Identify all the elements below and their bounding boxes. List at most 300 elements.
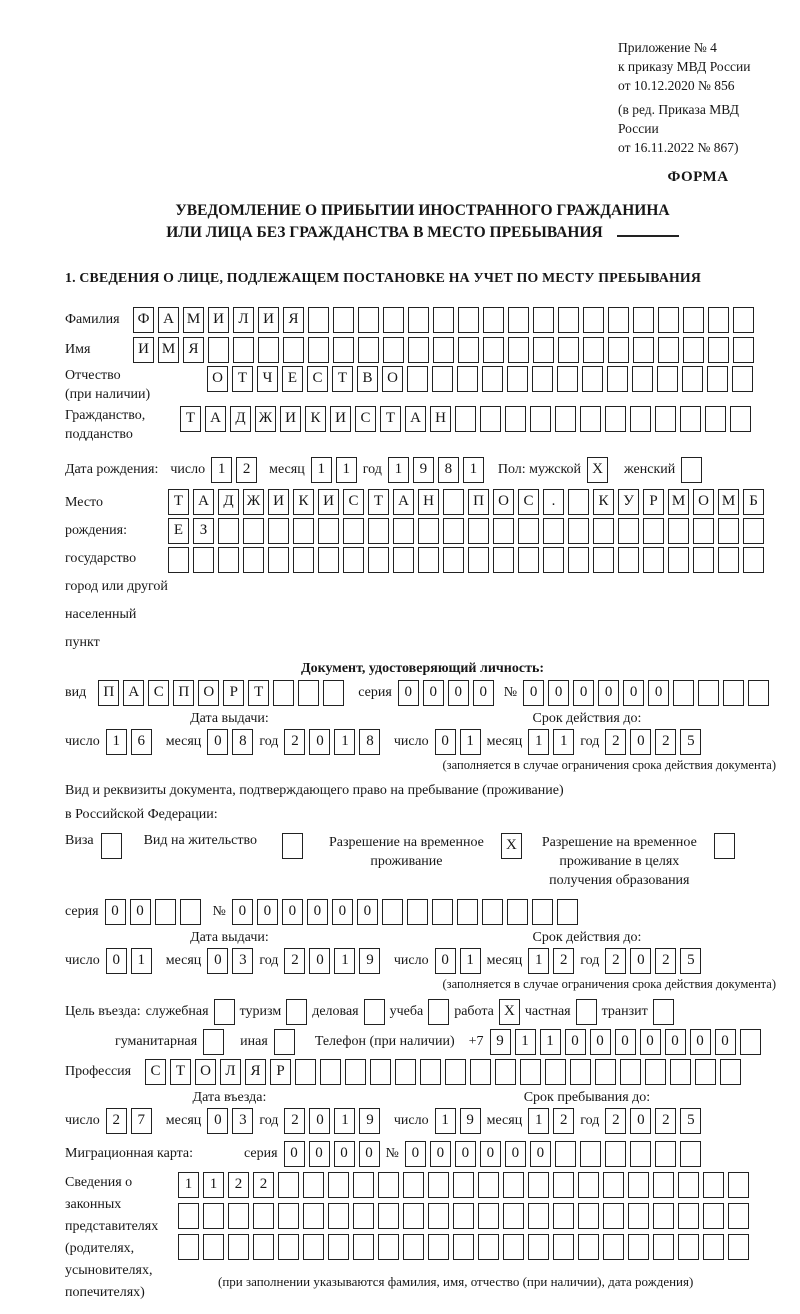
char-cell-empty[interactable] [628,1234,649,1260]
char-cell-empty[interactable] [278,1203,299,1229]
char-cell-empty[interactable] [303,1234,324,1260]
char-cell-filled[interactable]: 1 [388,457,409,483]
char-cell-empty[interactable] [295,1059,316,1085]
char-cell-empty[interactable] [383,307,404,333]
char-cell-empty[interactable] [703,1234,724,1260]
char-cell-filled[interactable]: М [183,307,204,333]
char-cell-empty[interactable] [218,518,239,544]
char-cell-filled[interactable]: 0 [334,1141,355,1167]
char-cell-filled[interactable]: А [123,680,144,706]
char-cell-empty[interactable] [703,1203,724,1229]
char-cell-empty[interactable] [732,366,753,392]
char-cell-empty[interactable] [593,518,614,544]
char-cell-filled[interactable]: 0 [448,680,469,706]
char-cell-empty[interactable] [214,999,235,1025]
char-cell-empty[interactable] [643,518,664,544]
char-cell-empty[interactable] [678,1234,699,1260]
char-cell-filled[interactable]: И [133,337,154,363]
char-cell-empty[interactable] [733,337,754,363]
char-cell-empty[interactable] [628,1172,649,1198]
char-cell-filled[interactable]: А [193,489,214,515]
char-cell-empty[interactable] [323,680,344,706]
char-cell-empty[interactable] [495,1059,516,1085]
char-cell-empty[interactable] [508,337,529,363]
char-cell-empty[interactable] [608,307,629,333]
char-cell-empty[interactable] [583,337,604,363]
char-cell-filled[interactable]: Ч [257,366,278,392]
char-cell-filled[interactable]: 0 [405,1141,426,1167]
char-cell-empty[interactable] [608,337,629,363]
char-cell-filled[interactable]: 1 [106,729,127,755]
char-cell-empty[interactable] [370,1059,391,1085]
char-cell-empty[interactable] [705,406,726,432]
char-cell-filled[interactable]: 0 [615,1029,636,1055]
char-cell-empty[interactable] [345,1059,366,1085]
char-cell-empty[interactable] [708,337,729,363]
char-cell-filled[interactable]: 0 [690,1029,711,1055]
char-cell-empty[interactable] [428,1234,449,1260]
char-cell-empty[interactable] [308,307,329,333]
char-cell-empty[interactable] [543,518,564,544]
char-cell-filled[interactable]: 2 [605,948,626,974]
char-cell-filled[interactable]: 3 [232,948,253,974]
char-cell-empty[interactable] [378,1234,399,1260]
char-cell-empty[interactable] [432,366,453,392]
char-cell-empty[interactable] [253,1234,274,1260]
char-cell-empty[interactable] [518,518,539,544]
char-cell-filled[interactable]: 0 [630,948,651,974]
char-cell-filled[interactable]: 2 [228,1172,249,1198]
char-cell-empty[interactable] [343,547,364,573]
char-cell-empty[interactable] [478,1234,499,1260]
char-cell-filled[interactable]: 2 [284,729,305,755]
char-cell-filled[interactable]: 0 [455,1141,476,1167]
char-cell-empty[interactable] [693,547,714,573]
char-cell-filled[interactable]: Е [282,366,303,392]
char-cell-filled[interactable]: К [593,489,614,515]
char-cell-filled[interactable]: X [501,833,522,859]
char-cell-empty[interactable] [293,547,314,573]
char-cell-empty[interactable] [353,1172,374,1198]
char-cell-empty[interactable] [583,307,604,333]
char-cell-empty[interactable] [718,547,739,573]
char-cell-empty[interactable] [680,406,701,432]
char-cell-filled[interactable]: Т [248,680,269,706]
char-cell-empty[interactable] [633,337,654,363]
char-cell-empty[interactable] [633,307,654,333]
char-cell-filled[interactable]: 2 [605,1108,626,1134]
char-cell-empty[interactable] [320,1059,341,1085]
char-cell-empty[interactable] [432,899,453,925]
char-cell-empty[interactable] [457,899,478,925]
char-cell-empty[interactable] [673,680,694,706]
char-cell-filled[interactable]: О [493,489,514,515]
char-cell-empty[interactable] [593,547,614,573]
char-cell-filled[interactable]: 3 [232,1108,253,1134]
char-cell-filled[interactable]: 2 [253,1172,274,1198]
char-cell-empty[interactable] [578,1234,599,1260]
char-cell-empty[interactable] [178,1203,199,1229]
char-cell-filled[interactable]: Т [232,366,253,392]
char-cell-empty[interactable] [303,1203,324,1229]
char-cell-empty[interactable] [382,899,403,925]
char-cell-empty[interactable] [728,1234,749,1260]
char-cell-empty[interactable] [693,518,714,544]
char-cell-empty[interactable] [653,999,674,1025]
char-cell-filled[interactable]: 2 [605,729,626,755]
char-cell-filled[interactable]: С [343,489,364,515]
char-cell-empty[interactable] [368,518,389,544]
char-cell-filled[interactable]: 0 [309,948,330,974]
char-cell-empty[interactable] [580,406,601,432]
char-cell-empty[interactable] [530,406,551,432]
char-cell-empty[interactable] [333,307,354,333]
char-cell-empty[interactable] [508,307,529,333]
char-cell-filled[interactable]: И [280,406,301,432]
char-cell-empty[interactable] [507,899,528,925]
char-cell-empty[interactable] [278,1234,299,1260]
char-cell-empty[interactable] [733,307,754,333]
char-cell-empty[interactable] [468,547,489,573]
char-cell-empty[interactable] [180,899,201,925]
char-cell-filled[interactable]: С [148,680,169,706]
char-cell-empty[interactable] [228,1203,249,1229]
char-cell-empty[interactable] [730,406,751,432]
char-cell-empty[interactable] [714,833,735,859]
char-cell-empty[interactable] [286,999,307,1025]
char-cell-empty[interactable] [318,547,339,573]
char-cell-empty[interactable] [658,307,679,333]
char-cell-filled[interactable]: Я [283,307,304,333]
char-cell-empty[interactable] [505,406,526,432]
char-cell-empty[interactable] [533,337,554,363]
char-cell-empty[interactable] [678,1172,699,1198]
char-cell-filled[interactable]: 8 [232,729,253,755]
char-cell-empty[interactable] [718,518,739,544]
char-cell-empty[interactable] [458,337,479,363]
char-cell-empty[interactable] [723,680,744,706]
char-cell-filled[interactable]: 5 [680,948,701,974]
char-cell-filled[interactable]: 0 [565,1029,586,1055]
char-cell-filled[interactable]: О [693,489,714,515]
char-cell-empty[interactable] [343,518,364,544]
char-cell-empty[interactable] [278,1172,299,1198]
char-cell-empty[interactable] [528,1203,549,1229]
char-cell-filled[interactable]: И [208,307,229,333]
char-cell-filled[interactable]: О [382,366,403,392]
char-cell-filled[interactable]: А [405,406,426,432]
char-cell-filled[interactable]: А [158,307,179,333]
char-cell-filled[interactable]: Т [332,366,353,392]
char-cell-empty[interactable] [695,1059,716,1085]
char-cell-empty[interactable] [576,999,597,1025]
char-cell-empty[interactable] [303,1172,324,1198]
char-cell-empty[interactable] [493,547,514,573]
char-cell-filled[interactable]: 2 [106,1108,127,1134]
char-cell-empty[interactable] [353,1203,374,1229]
char-cell-empty[interactable] [557,899,578,925]
char-cell-empty[interactable] [603,1172,624,1198]
char-cell-filled[interactable]: 0 [530,1141,551,1167]
char-cell-filled[interactable]: З [193,518,214,544]
char-cell-empty[interactable] [268,547,289,573]
char-cell-empty[interactable] [453,1172,474,1198]
char-cell-filled[interactable]: 2 [284,948,305,974]
char-cell-empty[interactable] [328,1172,349,1198]
char-cell-empty[interactable] [403,1172,424,1198]
char-cell-filled[interactable]: 0 [282,899,303,925]
char-cell-filled[interactable]: 1 [528,1108,549,1134]
char-cell-empty[interactable] [378,1172,399,1198]
char-cell-empty[interactable] [503,1203,524,1229]
char-cell-filled[interactable]: 1 [131,948,152,974]
char-cell-empty[interactable] [453,1203,474,1229]
char-cell-empty[interactable] [457,366,478,392]
char-cell-filled[interactable]: 1 [211,457,232,483]
char-cell-empty[interactable] [528,1234,549,1260]
char-cell-empty[interactable] [482,366,503,392]
char-cell-filled[interactable]: 0 [435,948,456,974]
char-cell-empty[interactable] [470,1059,491,1085]
char-cell-empty[interactable] [333,337,354,363]
char-cell-filled[interactable]: Р [223,680,244,706]
char-cell-filled[interactable]: 1 [463,457,484,483]
char-cell-filled[interactable]: 0 [309,1108,330,1134]
char-cell-empty[interactable] [645,1059,666,1085]
char-cell-empty[interactable] [680,1141,701,1167]
char-cell-empty[interactable] [605,406,626,432]
char-cell-empty[interactable] [555,406,576,432]
char-cell-empty[interactable] [520,1059,541,1085]
char-cell-empty[interactable] [670,1059,691,1085]
char-cell-filled[interactable]: Р [270,1059,291,1085]
char-cell-empty[interactable] [483,337,504,363]
char-cell-empty[interactable] [555,1141,576,1167]
char-cell-empty[interactable] [101,833,122,859]
char-cell-empty[interactable] [395,1059,416,1085]
char-cell-empty[interactable] [618,518,639,544]
char-cell-filled[interactable]: 0 [640,1029,661,1055]
char-cell-filled[interactable]: 0 [284,1141,305,1167]
char-cell-filled[interactable]: С [307,366,328,392]
char-cell-filled[interactable]: 0 [130,899,151,925]
char-cell-empty[interactable] [748,680,769,706]
char-cell-filled[interactable]: А [393,489,414,515]
char-cell-filled[interactable]: Я [245,1059,266,1085]
char-cell-empty[interactable] [458,307,479,333]
char-cell-empty[interactable] [703,1172,724,1198]
char-cell-filled[interactable]: 6 [131,729,152,755]
char-cell-empty[interactable] [328,1203,349,1229]
char-cell-empty[interactable] [595,1059,616,1085]
char-cell-filled[interactable]: 0 [357,899,378,925]
char-cell-empty[interactable] [268,518,289,544]
char-cell-filled[interactable]: О [207,366,228,392]
char-cell-empty[interactable] [655,406,676,432]
char-cell-empty[interactable] [393,547,414,573]
char-cell-empty[interactable] [393,518,414,544]
char-cell-filled[interactable]: М [718,489,739,515]
char-cell-empty[interactable] [743,518,764,544]
char-cell-filled[interactable]: 9 [359,1108,380,1134]
char-cell-filled[interactable]: Б [743,489,764,515]
char-cell-filled[interactable]: 1 [178,1172,199,1198]
char-cell-empty[interactable] [428,1172,449,1198]
char-cell-filled[interactable]: 0 [715,1029,736,1055]
char-cell-empty[interactable] [528,1172,549,1198]
char-cell-empty[interactable] [407,899,428,925]
char-cell-empty[interactable] [653,1172,674,1198]
char-cell-filled[interactable]: 1 [435,1108,456,1134]
char-cell-filled[interactable]: Ж [243,489,264,515]
char-cell-empty[interactable] [578,1203,599,1229]
char-cell-filled[interactable]: Н [430,406,451,432]
char-cell-filled[interactable]: 9 [359,948,380,974]
char-cell-filled[interactable]: П [173,680,194,706]
char-cell-empty[interactable] [258,337,279,363]
char-cell-filled[interactable]: 0 [573,680,594,706]
char-cell-filled[interactable]: 9 [460,1108,481,1134]
char-cell-empty[interactable] [653,1203,674,1229]
char-cell-filled[interactable]: Л [220,1059,241,1085]
char-cell-empty[interactable] [643,547,664,573]
char-cell-filled[interactable]: 2 [655,948,676,974]
char-cell-empty[interactable] [698,680,719,706]
char-cell-empty[interactable] [203,1234,224,1260]
char-cell-empty[interactable] [243,547,264,573]
char-cell-filled[interactable]: 0 [623,680,644,706]
char-cell-filled[interactable]: 0 [630,729,651,755]
char-cell-empty[interactable] [418,518,439,544]
char-cell-empty[interactable] [683,307,704,333]
char-cell-empty[interactable] [298,680,319,706]
char-cell-empty[interactable] [682,366,703,392]
char-cell-empty[interactable] [443,489,464,515]
char-cell-filled[interactable]: 1 [460,948,481,974]
char-cell-filled[interactable]: 1 [528,948,549,974]
char-cell-empty[interactable] [168,547,189,573]
char-cell-empty[interactable] [378,1203,399,1229]
char-cell-empty[interactable] [728,1203,749,1229]
char-cell-empty[interactable] [707,366,728,392]
char-cell-empty[interactable] [532,366,553,392]
char-cell-filled[interactable]: 2 [655,729,676,755]
char-cell-filled[interactable]: Д [218,489,239,515]
char-cell-empty[interactable] [403,1234,424,1260]
char-cell-empty[interactable] [668,518,689,544]
char-cell-filled[interactable]: X [587,457,608,483]
char-cell-empty[interactable] [480,406,501,432]
char-cell-empty[interactable] [403,1203,424,1229]
char-cell-empty[interactable] [478,1203,499,1229]
char-cell-filled[interactable]: 0 [307,899,328,925]
char-cell-filled[interactable]: Т [380,406,401,432]
char-cell-filled[interactable]: 0 [630,1108,651,1134]
char-cell-filled[interactable]: 0 [207,729,228,755]
char-cell-filled[interactable]: 0 [398,680,419,706]
char-cell-filled[interactable]: 0 [106,948,127,974]
char-cell-filled[interactable]: 0 [648,680,669,706]
char-cell-filled[interactable]: 0 [430,1141,451,1167]
char-cell-empty[interactable] [605,1141,626,1167]
char-cell-empty[interactable] [358,337,379,363]
char-cell-empty[interactable] [408,337,429,363]
char-cell-filled[interactable]: 0 [232,899,253,925]
char-cell-empty[interactable] [178,1234,199,1260]
char-cell-filled[interactable]: 0 [257,899,278,925]
char-cell-filled[interactable]: 2 [284,1108,305,1134]
char-cell-filled[interactable]: 1 [540,1029,561,1055]
char-cell-empty[interactable] [218,547,239,573]
char-cell-empty[interactable] [368,547,389,573]
char-cell-empty[interactable] [364,999,385,1025]
char-cell-empty[interactable] [578,1172,599,1198]
char-cell-filled[interactable]: 1 [334,729,355,755]
char-cell-empty[interactable] [683,337,704,363]
char-cell-filled[interactable]: Т [180,406,201,432]
char-cell-filled[interactable]: 1 [203,1172,224,1198]
char-cell-filled[interactable]: 1 [528,729,549,755]
char-cell-filled[interactable]: 0 [332,899,353,925]
char-cell-filled[interactable]: 7 [131,1108,152,1134]
char-cell-filled[interactable]: 1 [311,457,332,483]
char-cell-empty[interactable] [681,457,702,483]
char-cell-empty[interactable] [418,547,439,573]
char-cell-filled[interactable]: С [355,406,376,432]
char-cell-empty[interactable] [443,518,464,544]
char-cell-filled[interactable]: 1 [460,729,481,755]
char-cell-filled[interactable]: X [499,999,520,1025]
char-cell-empty[interactable] [293,518,314,544]
char-cell-empty[interactable] [445,1059,466,1085]
char-cell-filled[interactable]: С [145,1059,166,1085]
char-cell-empty[interactable] [453,1234,474,1260]
char-cell-empty[interactable] [228,1234,249,1260]
char-cell-empty[interactable] [208,337,229,363]
char-cell-filled[interactable]: 0 [480,1141,501,1167]
char-cell-filled[interactable]: Л [233,307,254,333]
char-cell-filled[interactable]: И [318,489,339,515]
char-cell-empty[interactable] [353,1234,374,1260]
char-cell-empty[interactable] [428,1203,449,1229]
char-cell-empty[interactable] [618,547,639,573]
char-cell-filled[interactable]: М [668,489,689,515]
char-cell-filled[interactable]: О [198,680,219,706]
char-cell-filled[interactable]: И [258,307,279,333]
char-cell-empty[interactable] [283,337,304,363]
char-cell-empty[interactable] [318,518,339,544]
char-cell-empty[interactable] [568,518,589,544]
char-cell-filled[interactable]: 9 [490,1029,511,1055]
char-cell-filled[interactable]: С [518,489,539,515]
char-cell-empty[interactable] [358,307,379,333]
char-cell-filled[interactable]: Т [170,1059,191,1085]
char-cell-empty[interactable] [632,366,653,392]
char-cell-filled[interactable]: А [205,406,226,432]
char-cell-empty[interactable] [507,366,528,392]
char-cell-empty[interactable] [558,337,579,363]
char-cell-filled[interactable]: 0 [207,948,228,974]
char-cell-empty[interactable] [558,307,579,333]
char-cell-filled[interactable]: 5 [680,1108,701,1134]
char-cell-filled[interactable]: 2 [553,1108,574,1134]
char-cell-empty[interactable] [407,366,428,392]
char-cell-empty[interactable] [582,366,603,392]
char-cell-empty[interactable] [658,337,679,363]
char-cell-empty[interactable] [620,1059,641,1085]
char-cell-filled[interactable]: М [158,337,179,363]
char-cell-empty[interactable] [655,1141,676,1167]
